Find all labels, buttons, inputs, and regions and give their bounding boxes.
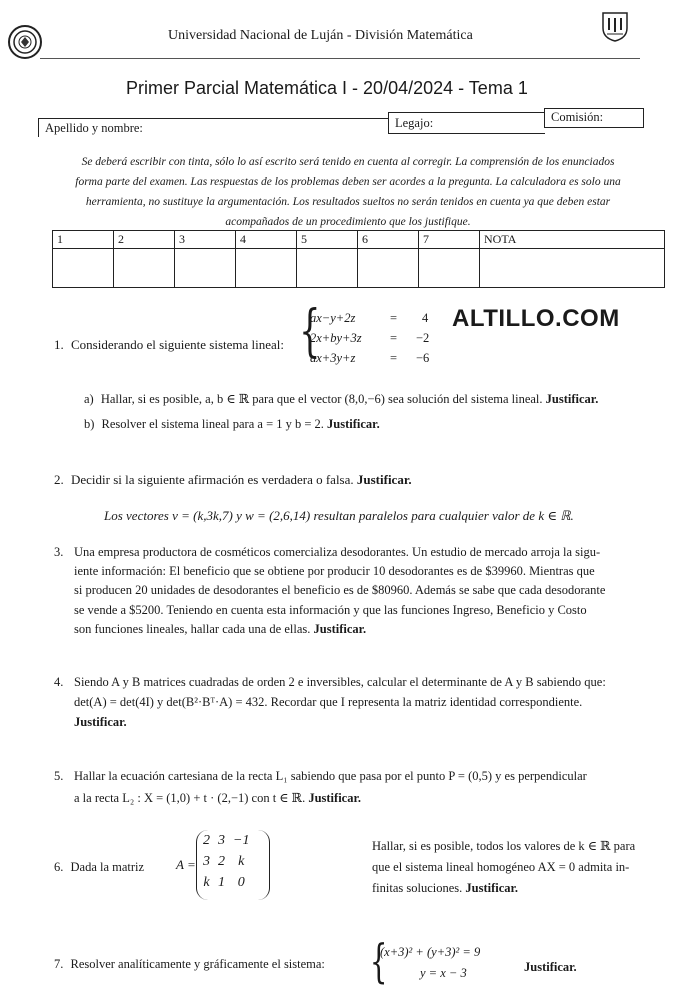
equation: (x+3)² + (y+3)² = 9 [380,945,481,959]
legajo-field[interactable] [388,112,545,134]
item-label: b) [84,417,95,431]
grade-header-5: 5 [297,231,358,249]
matrix [196,830,270,900]
system-brace: { [299,299,321,364]
matrix-cell: −1 [233,832,250,848]
legajo-label: Legajo: [395,116,434,130]
grade-header-2: 2 [114,231,175,249]
linear-system [310,308,440,368]
grade-cell[interactable] [114,249,175,288]
equation-equals: = [390,331,398,345]
question-line: Una empresa productora de cosméticos comercializa desodorantes. Un estudio de mercado arroja la sigu- [74,545,601,559]
question-5 [54,765,684,809]
instruction-line: acompañados de un procedimiento que los justifique. [225,216,471,228]
grade-header-3: 3 [175,231,236,249]
system-brace: { [369,934,388,988]
question-number: 5. [54,769,64,783]
question-line: det(A) = det(4I) y det(B²·Bᵀ·A) = 432. Recordar que I representa la matriz identidad correspondiente. [74,695,583,709]
justify-text: Justificar. [308,791,361,805]
question-1b [84,415,380,434]
equation-rhs: −2 [416,331,430,345]
equation-equals: = [390,311,398,325]
instruction-line: Se deberá escribir con tinta, sólo lo así escrito será tenido en cuenta al corregir. La comprensión de los enunciados [81,156,615,168]
question-number: 2. [54,472,64,487]
question-text: Considerando el siguiente sistema lineal: [71,337,285,352]
name-field[interactable] [38,118,389,137]
question-line: que el sistema lineal homogéneo AX = 0 admita in- [372,860,630,874]
grade-cell[interactable] [236,249,297,288]
grade-header-1: 1 [53,231,114,249]
item-text: Resolver el sistema lineal para a = 1 y b = 2. [101,417,324,431]
equation-lhs: ax−y+2z [310,311,356,325]
university-seal-icon [8,25,42,59]
question-line: finitas soluciones. [372,881,463,895]
justify-text: Justificar. [74,715,127,729]
justify-text: Justificar. [545,392,599,406]
question-line: son funciones lineales, hallar cada una de ellas. [74,621,311,636]
equation-lhs: 2x+by+3z [310,331,362,345]
matrix-cell: 1 [218,874,225,890]
item-label: a) [84,392,94,406]
question-line: iente información: El beneficio que se obtiene por producir 10 desodorantes es de $39960. Mientras que [74,564,595,579]
question-3 [54,543,674,639]
matrix-cell: 2 [218,853,225,869]
question-number: 4. [54,675,64,689]
grade-header-6: 6 [358,231,419,249]
question-number: 7. [54,957,64,971]
justify-text: Justificar. [524,960,577,974]
question-text: Dada la matriz [70,860,145,874]
question-6-right [372,836,684,899]
comision-label: Comisión: [551,110,604,124]
grade-header-4: 4 [236,231,297,249]
question-number: 6. [54,860,64,874]
question-2 [54,470,412,489]
question-2-statement: Los vectores v = (k,3k,7) y w = (2,6,14) resultan paralelos para cualquier valor de k ∈ ℝ. [104,508,574,523]
matrix-table [199,830,253,893]
grade-header-nota: NOTA [480,231,665,249]
equation-rhs: −6 [416,351,430,365]
matrix-cell: 3 [218,832,225,848]
question-line: a la recta L₂ : X = (1,0) + t · (2,−1) con t ∈ ℝ. [74,791,306,805]
question-1 [54,335,284,354]
division-shield-icon [600,10,630,42]
instructions [28,152,668,232]
grade-cell[interactable] [53,249,114,288]
comision-field[interactable] [544,108,644,128]
justify-text: Justificar. [313,621,367,636]
question-line: si producen 20 unidades de desodorantes el beneficio es de $80960. Además se sabe que cada desodorante [74,583,606,598]
question-4 [54,672,684,732]
question-number: 3. [54,545,64,559]
name-label: Apellido y nombre: [45,121,143,135]
equation-equals: = [390,351,398,365]
justify-text: Justificar. [465,881,519,895]
question-line: Siendo A y B matrices cuadradas de orden 2 e inversibles, calcular el determinante de A y B sabiendo que: [74,675,606,689]
grade-header-7: 7 [419,231,480,249]
equation: y = x − 3 [420,966,467,980]
equation-lhs: ax+3y+z [310,351,356,365]
header-divider [40,58,640,59]
grade-cell[interactable] [175,249,236,288]
matrix-cell: 2 [203,832,210,848]
question-line: Hallar la ecuación cartesiana de la recta L₁ sabiendo que pasa por el punto P = (0,5) y es perpendicular [74,769,587,783]
matrix-cell: k [238,853,245,869]
nonlinear-system [380,942,520,984]
question-line: Hallar, si es posible, todos los valores de k ∈ ℝ para [372,839,636,853]
question-7 [54,955,325,974]
grade-cell-nota[interactable] [480,249,665,288]
matrix-name: A = [176,857,196,872]
grade-cell[interactable] [358,249,419,288]
instruction-line: herramienta, no sustituye la argumentación. Los resultados sueltos no serán tenidos en cuenta ya que deben estar [85,196,611,208]
question-number: 1. [54,337,64,352]
grade-table [52,230,665,288]
justify-text: Justificar. [356,472,412,487]
watermark: ALTILLO.COM [452,305,620,332]
institution-name: Universidad Nacional de Luján - División Matemática [168,28,473,43]
question-1a [84,390,598,409]
question-text: Decidir si la siguiente afirmación es verdadera o falsa. [71,472,354,487]
instruction-line: forma parte del examen. Las respuestas de los problemas deben ser acordes a la pregunta. La calculadora es solo una [75,176,621,188]
matrix-cell: 3 [203,853,210,869]
justify-text: Justificar. [327,417,380,431]
equation-rhs: 4 [422,311,429,325]
question-text: Resolver analíticamente y gráficamente el sistema: [70,957,325,971]
question-6 [54,858,144,877]
grade-cell[interactable] [419,249,480,288]
matrix-cell: 0 [237,874,245,890]
matrix-cell: k [203,874,210,890]
grade-cell[interactable] [297,249,358,288]
item-text: Hallar, si es posible, a, b ∈ ℝ para que el vector (8,0,−6) sea solución del sistema lineal. [100,392,543,406]
student-info-row [38,108,644,136]
exam-title: Primer Parcial Matemática I - 20/04/2024 - Tema 1 [126,78,528,98]
question-line: se vende a $5200. Teniendo en cuenta esta información y que las funciones Ingreso, Beneficio y Costo [74,602,587,617]
